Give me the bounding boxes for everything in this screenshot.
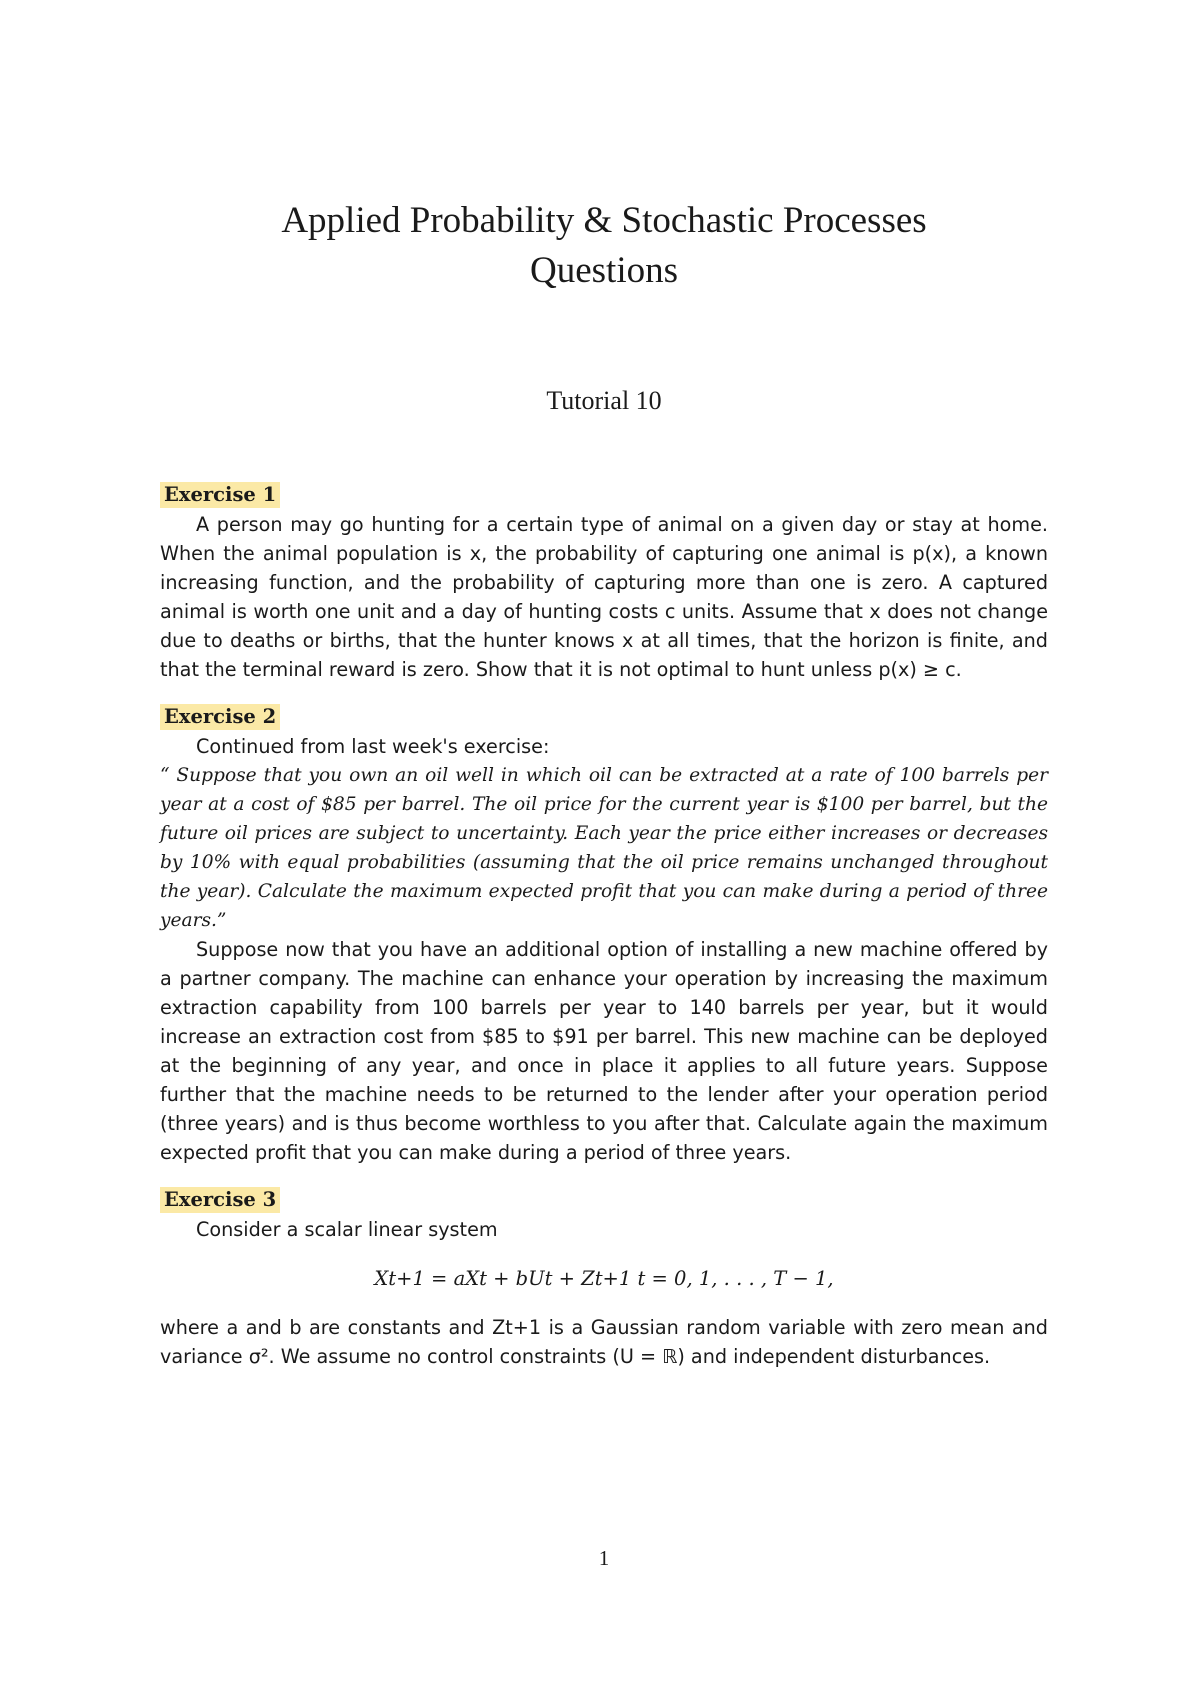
exercise-paragraph: where a and b are constants and Zt+1 is a Gaussian random variable with zero mean and variance σ². We assume no control constraints (U = ℝ) and independent disturbances. bbox=[160, 1316, 1048, 1368]
exercise-paragraph: Suppose now that you have an additional option of installing a new machine offered by a partner company. The machine can enhance your operation by increasing the maximum extraction capability from 100 barrels per year to 140 barrels per year, but it would increase an extraction cost from $85 to $91 per barrel. This new machine can be deployed at the beginning of any year, and once in place it applies to all future years. Suppose further that the machine needs to be returned to the lender after your operation period (three years) and is thus become worthless to you after that. Calculate again the maximum expected profit that you can make during a period of three years. bbox=[160, 938, 1048, 1164]
exercises-content bbox=[160, 480, 1048, 1389]
title-block bbox=[160, 196, 1048, 296]
exercise-3 bbox=[160, 1185, 1048, 1371]
exercise-heading: Exercise 2 bbox=[160, 704, 280, 730]
exercise-intro: Consider a scalar linear system bbox=[196, 1218, 498, 1241]
title-line-2: Questions bbox=[530, 250, 678, 291]
tutorial-subtitle: Tutorial 10 bbox=[546, 386, 662, 415]
exercise-1 bbox=[160, 480, 1048, 684]
exercise-paragraph: A person may go hunting for a certain type of animal on a given day or stay at home. When the animal population is x, the probability of capturing one animal is p(x), a known increasing function, and the probability of capturing more than one is zero. A captured animal is worth one unit and a day of hunting costs c units. Assume that x does not change due to deaths or births, that the hunter knows x at all times, that the horizon is finite, and that the terminal reward is zero. Show that it is not optimal to hunt unless p(x) ≥ c. bbox=[160, 513, 1048, 681]
exercise-heading: Exercise 3 bbox=[160, 1187, 280, 1213]
document-page bbox=[160, 0, 1048, 1696]
exercise-2 bbox=[160, 702, 1048, 1167]
exercise-intro: Continued from last week's exercise: bbox=[196, 735, 550, 758]
page-number: 1 bbox=[598, 1546, 610, 1570]
exercise-quote: “ Suppose that you own an oil well in which oil can be extracted at a rate of 100 barrels per year at a cost of $85 per barrel. The oil price for the current year is $100 per barrel, but the future oil prices are subject to uncertainty. Each year the price either increases or decreases by 10% with equal probabilities (assuming that the oil price remains unchanged throughout the year). Calculate the maximum expected profit that you can make during a period of three years.” bbox=[160, 765, 1048, 931]
equation: Xt+1 = aXt + bUt + Zt+1 t = 0, 1, . . . , T − 1, bbox=[374, 1267, 834, 1290]
exercise-heading: Exercise 1 bbox=[160, 482, 280, 508]
title-line-1: Applied Probability & Stochastic Processes bbox=[281, 200, 927, 241]
